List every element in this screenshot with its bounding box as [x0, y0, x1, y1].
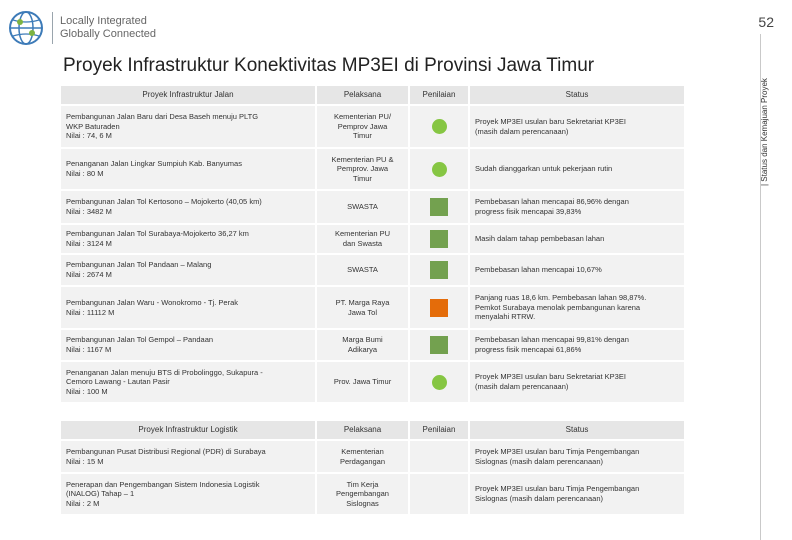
infra-header-executor: Pelaksana: [317, 86, 408, 104]
infra-cell-status: [470, 225, 684, 253]
status-text: Panjang ruas 18,6 km. Pembebasan lahan 98,87%. Pemkot Surabaya menolak pembangunan karena menyalahi RTRW.: [475, 293, 647, 322]
infra-cell-executor: [317, 287, 408, 328]
orange-status-square-icon: [430, 299, 448, 317]
infra-cell-project: [61, 287, 315, 328]
executor-name: Prov. Jawa Timur: [333, 377, 392, 387]
infra-cell-project: [61, 255, 315, 285]
side-section-label: | Status dan Kemajuan Proyek: [760, 78, 769, 186]
page-title: Proyek Infrastruktur Konektivitas MP3EI di Provinsi Jawa Timur: [63, 55, 595, 76]
logistics-cell-project: [61, 441, 315, 472]
project-name: Pembangunan Jalan Tol Pandaan – Malang Nilai : 2674 M: [66, 260, 212, 279]
infra-cell-status: [470, 287, 684, 328]
executor-name: Kementerian PU/ Pemprov Jawa Timur: [333, 112, 392, 141]
infra-cell-executor: [317, 191, 408, 223]
infra-cell-status: [470, 191, 684, 223]
infra-cell-executor: [317, 330, 408, 360]
infra-cell-executor: [317, 225, 408, 253]
status-text: Pembebasan lahan mencapai 10,67%: [475, 265, 602, 275]
infra-cell-project: [61, 149, 315, 189]
infra-cell-rating: [410, 149, 468, 189]
logistics-header-status: Status: [470, 421, 684, 439]
infra-cell-status: [470, 149, 684, 189]
executor-name: Marga Bumi Adikarya: [342, 335, 383, 354]
status-text: Pembebasan lahan mencapai 99,81% dengan progress fisik mencapai 61,86%: [475, 335, 629, 354]
page-number: 52: [758, 14, 774, 30]
logistics-cell-executor: [317, 474, 408, 514]
infra-cell-project: [61, 330, 315, 360]
infra-header-status: Status: [470, 86, 684, 104]
logo-divider: [52, 12, 53, 44]
olive-status-square-icon: [430, 230, 448, 248]
project-name: Pembangunan Jalan Waru - Wonokromo - Tj. Perak Nilai : 11112 M: [66, 297, 239, 317]
olive-status-square-icon: [430, 261, 448, 279]
green-status-dot-icon: [432, 375, 447, 390]
project-name: Penanganan Jalan Lingkar Sumpiuh Kab. Banyumas Nilai : 80 M: [66, 159, 242, 178]
logistics-cell-rating: [410, 441, 468, 472]
status-text: Proyek MP3EI usulan baru Timja Pengembangan Sislognas (masih dalam perencanaan): [475, 484, 640, 503]
infra-cell-status: [470, 106, 684, 147]
executor-name: Kementerian PU dan Swasta: [334, 229, 391, 248]
green-status-dot-icon: [432, 162, 447, 177]
brand-tagline: [60, 15, 156, 41]
infra-cell-executor: [317, 255, 408, 285]
executor-name: Kementerian Perdagangan: [339, 446, 386, 466]
infra-cell-rating: [410, 255, 468, 285]
status-text: Sudah dianggarkan untuk pekerjaan rutin: [475, 164, 613, 174]
logistics-cell-executor: [317, 441, 408, 472]
infra-cell-status: [470, 330, 684, 360]
executor-name: PT. Marga Raya Jawa Tol: [335, 297, 390, 317]
infra-cell-executor: [317, 362, 408, 402]
project-name: Penerapan dan Pengembangan Sistem Indonesia Logistik (INALOG) Tahap – 1 Nilai : 2 M: [66, 479, 260, 508]
brand-line-2: Globally Connected: [60, 28, 157, 40]
executor-name: Tim Kerja Pengembangan Sislognas: [336, 479, 389, 508]
infra-cell-project: [61, 225, 315, 253]
globe-logo-icon: [8, 10, 44, 46]
project-name: Pembangunan Jalan Tol Surabaya-Mojokerto 36,27 km Nilai : 3124 M: [66, 229, 249, 248]
logistics-cell-status: [470, 441, 684, 472]
green-status-dot-icon: [432, 119, 447, 134]
infra-cell-executor: [317, 149, 408, 189]
status-text: Proyek MP3EI usulan baru Sekretariat KP3EI (masih dalam perencanaan): [475, 116, 626, 136]
logistics-cell-status: [470, 474, 684, 514]
infra-cell-project: [61, 106, 315, 147]
status-text: Proyek MP3EI usulan baru Timja Pengembangan Sislognas (masih dalam perencanaan): [475, 446, 640, 466]
infra-cell-rating: [410, 225, 468, 253]
logistics-header-rating: Penilaian: [410, 421, 468, 439]
status-text: Pembebasan lahan mencapai 86,96% dengan progress fisik mencapai 39,83%: [475, 197, 629, 216]
olive-status-square-icon: [430, 198, 448, 216]
status-text: Proyek MP3EI usulan baru Sekretariat KP3EI (masih dalam perencanaan): [475, 372, 626, 391]
logistics-header-project: Proyek Infrastruktur Logistik: [61, 421, 315, 439]
olive-status-square-icon: [430, 336, 448, 354]
logistics-cell-project: [61, 474, 315, 514]
infra-cell-project: [61, 191, 315, 223]
infra-cell-status: [470, 362, 684, 402]
infra-cell-rating: [410, 287, 468, 328]
infra-cell-project: [61, 362, 315, 402]
infra-cell-executor: [317, 106, 408, 147]
project-name: Pembangunan Jalan Tol Gempol – Pandaan Nilai : 1167 M: [66, 335, 214, 354]
executor-name: SWASTA: [347, 202, 378, 212]
logistics-header-executor: Pelaksana: [317, 421, 408, 439]
brand-line-1: Locally Integrated: [60, 15, 147, 27]
executor-name: Kementerian PU & Pemprov. Jawa Timur: [331, 154, 394, 183]
executor-name: SWASTA: [347, 265, 378, 275]
infra-header-project: Proyek Infrastruktur Jalan: [61, 86, 315, 104]
logistics-cell-rating: [410, 474, 468, 514]
project-name: Pembangunan Jalan Tol Kertosono – Mojokerto (40,05 km) Nilai : 3482 M: [66, 197, 262, 216]
infra-cell-rating: [410, 330, 468, 360]
infra-cell-status: [470, 255, 684, 285]
project-name: Pembangunan Pusat Distribusi Regional (PDR) di Surabaya Nilai : 15 M: [66, 446, 266, 466]
infra-cell-rating: [410, 362, 468, 402]
infra-cell-rating: [410, 106, 468, 147]
status-text: Masih dalam tahap pembebasan lahan: [475, 234, 605, 244]
project-name: Pembangunan Jalan Baru dari Desa Baseh menuju PLTG WKP Baturaden Nilai : 74, 6 M: [66, 112, 259, 141]
project-name: Penanganan Jalan menuju BTS di Probolinggo, Sukapura - Cemoro Lawang - Lautan Pasir Nilai : 100 M: [66, 367, 263, 396]
infra-header-rating: Penilaian: [410, 86, 468, 104]
brand-logo: [8, 8, 178, 48]
infra-cell-rating: [410, 191, 468, 223]
